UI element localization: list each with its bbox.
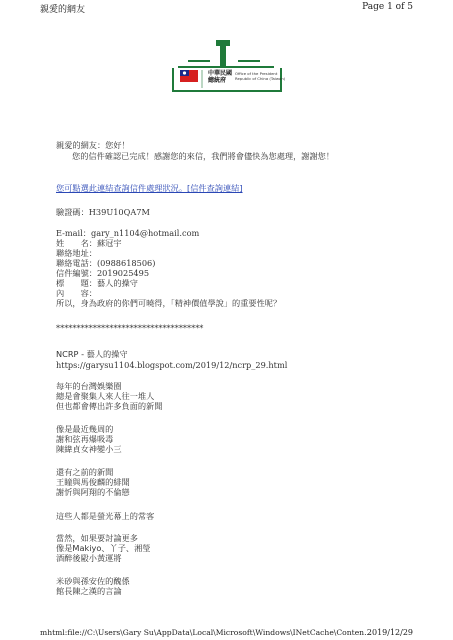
field-label: 內 容： (56, 288, 97, 298)
stanza-line: 這些人都是螢光幕上的常客 (56, 511, 155, 521)
stanza (56, 467, 130, 497)
article-title: NCRP - 藝人的操守 (56, 349, 128, 359)
stanza-line: 王瞳與馬俊麟的緋聞 (56, 477, 130, 487)
stanza-line: 像是最近幾周的 (56, 424, 114, 434)
field-value: 2019025495 (96, 268, 150, 278)
stanza-line: 總是會聚集人來人往一堆人 (56, 391, 155, 401)
stanza-line: 但也都會傳出許多負面的新聞 (56, 401, 163, 411)
header-title: 親愛的網友 (40, 5, 86, 15)
field-value: 蘇冠宇 (96, 238, 122, 248)
field-phone (56, 258, 281, 268)
field-name (56, 238, 281, 248)
presidential-office-logo (168, 40, 286, 96)
field-address (56, 248, 281, 258)
stanza-line: 像是Makiyo、丫子、湘瑩 (56, 543, 151, 553)
status-query-link[interactable]: 您可點選此連結查詢信件處理狀況。[信件查詢連結] (56, 183, 243, 193)
verification-value: H39U10QA7M (88, 207, 150, 217)
stanza-line: 每年的台灣娛樂圈 (56, 381, 122, 391)
building-logo-icon (168, 40, 286, 96)
field-value: (0988618506) (96, 258, 156, 268)
field-value: 藝人的操守 (96, 278, 138, 288)
stanza-line: 還有之前的新聞 (56, 467, 114, 477)
field-letter-number (56, 268, 281, 278)
stanza-line: 謝忻與阿翔的不倫戀 (56, 487, 130, 497)
field-subject (56, 278, 281, 288)
stanza (56, 533, 150, 563)
logo-seal-text: 中華民國 總統府 (208, 70, 233, 84)
field-label: 信件編號： (56, 268, 97, 278)
stanza (56, 424, 122, 454)
stanza-line: 當然，如果要討論更多 (56, 533, 138, 543)
field-label: 姓 名： (56, 238, 97, 248)
field-label: 聯絡地址： (56, 248, 97, 258)
stanza-line: 陳緯貞女神變小三 (56, 444, 122, 454)
greeting-message: 您的信件確認已完成！感謝您的來信，我們將會儘快為您處理，謝謝您！ (72, 151, 335, 161)
stanza-line: 酒醉後毆小黃運將 (56, 553, 122, 563)
message-fields (56, 228, 281, 308)
footer-date: 2019/12/29 (366, 628, 413, 637)
page-number: Page 1 of 5 (362, 2, 413, 12)
logo-english-text: Office of the President Republic of China (Taiwan) (235, 71, 286, 81)
stanza (56, 511, 154, 521)
field-email (56, 228, 281, 238)
verification-label: 驗證碼： (56, 207, 89, 217)
field-label: 標 題： (56, 278, 97, 288)
stanza-line: 館長陳之漢的言論 (56, 586, 122, 596)
stanza (56, 576, 130, 596)
article-url: https://garysu1104.blogspot.com/2019/12/ncrp_29.html (56, 360, 288, 370)
field-label: E-mail： (56, 228, 91, 238)
field-label: 聯絡電話： (56, 258, 97, 268)
field-content (56, 288, 281, 298)
footer-path: mhtml:file://C:\Users\Gary Su\AppData\Local\Microsoft\Windows\INetCache\Conten... (40, 628, 372, 637)
stanza-line: 謝和弦再爆吸毒 (56, 434, 114, 444)
verification-code (56, 207, 150, 218)
stanza (56, 381, 162, 411)
stanza-line: 米砂與孫安佐的醜係 (56, 576, 130, 586)
separator-line: ************************************ (56, 323, 204, 333)
greeting-salutation: 親愛的網友：您好！ (56, 140, 130, 150)
content-line: 所以，身為政府的你們可曉得，「精神價值學說」的重要性呢？ (56, 298, 282, 308)
field-value: gary_n1104@hotmail.com (90, 228, 200, 238)
